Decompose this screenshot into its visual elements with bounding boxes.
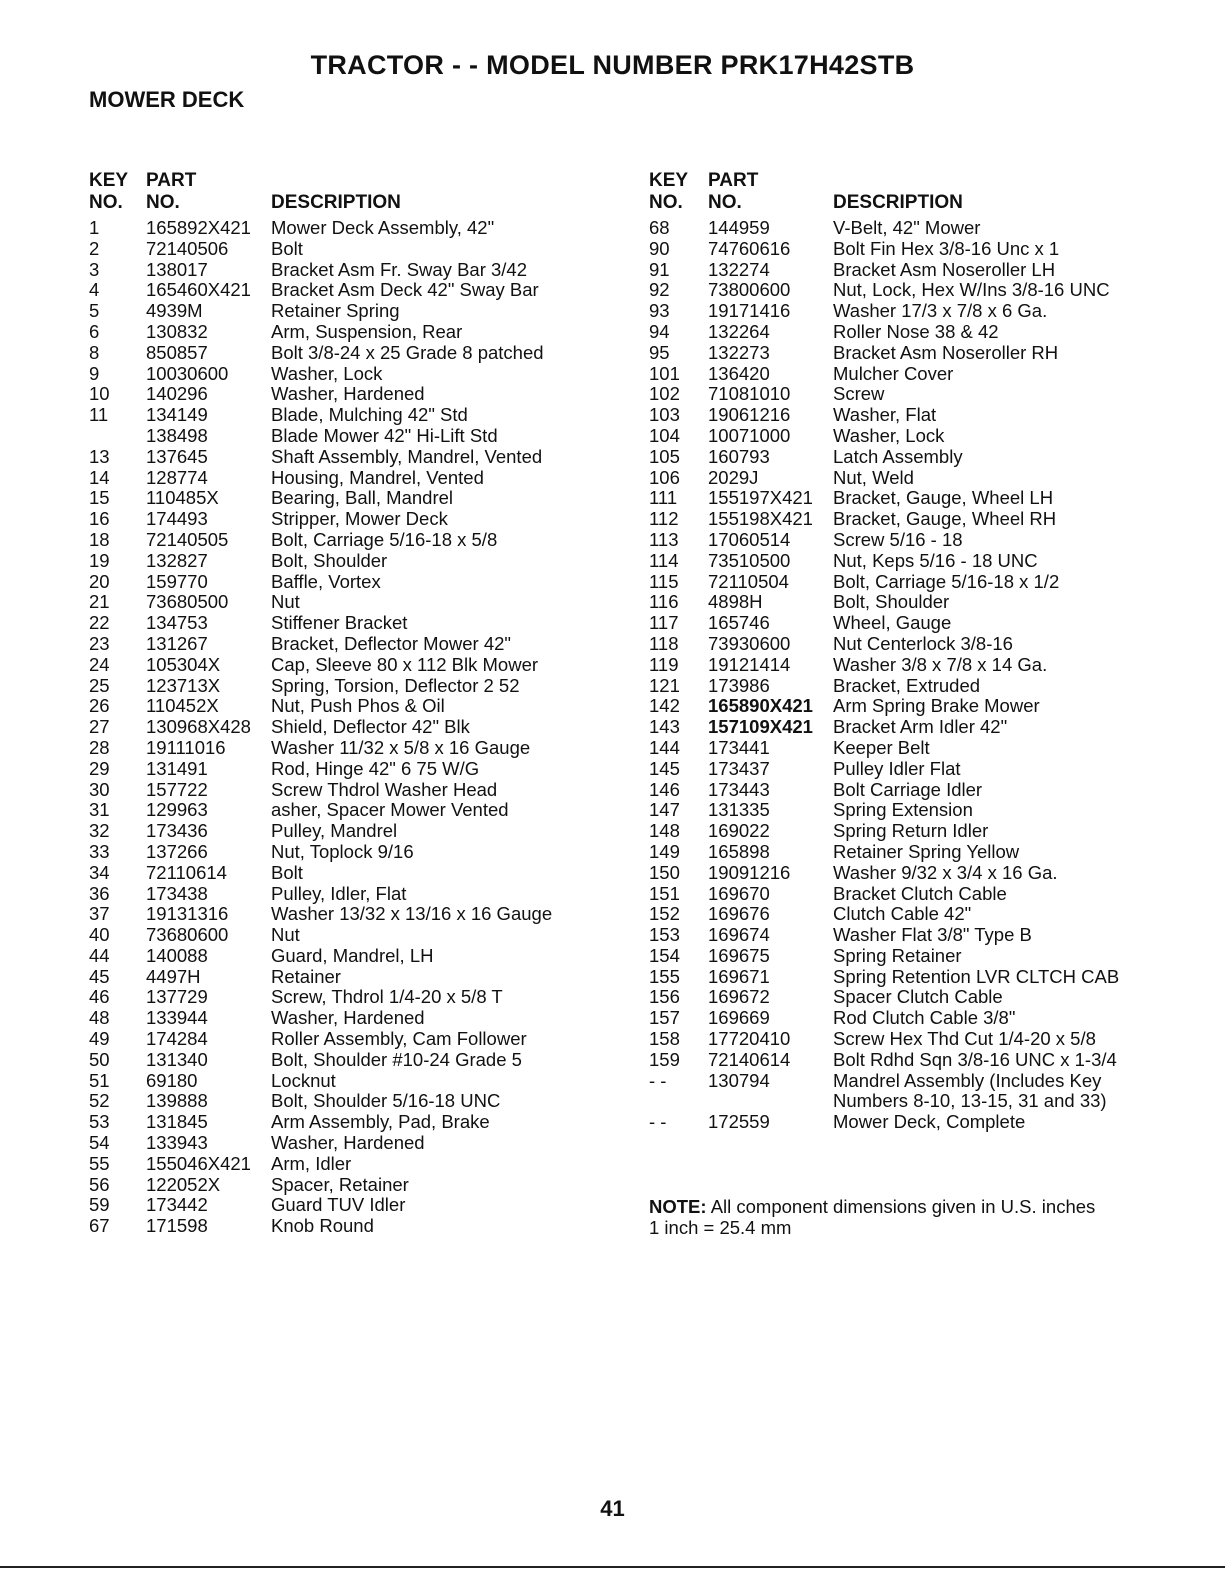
description-cell: Screw 5/16 - 18 xyxy=(833,528,963,550)
part-no-cell: 110485X xyxy=(146,487,219,509)
header-description: DESCRIPTION xyxy=(833,192,963,213)
key-no-cell: 32 xyxy=(89,820,110,842)
description-cell: Pulley, Idler, Flat xyxy=(271,882,407,904)
part-no-cell: 131335 xyxy=(708,799,770,821)
key-no-cell: 55 xyxy=(89,1152,110,1174)
note-line-2: 1 inch = 25.4 mm xyxy=(649,1217,792,1238)
part-no-cell: 144959 xyxy=(708,217,770,238)
part-no-cell: 155046X421 xyxy=(146,1152,251,1174)
description-cell: Bracket Asm Noseroller RH xyxy=(833,341,1059,363)
key-no-cell: 152 xyxy=(649,903,680,925)
description-cell: Washer 17/3 x 7/8 x 6 Ga. xyxy=(833,300,1048,322)
key-no-cell: 93 xyxy=(649,300,670,322)
key-no-cell: 146 xyxy=(649,778,680,800)
description-cell: Washer 9/32 x 3/4 x 16 Ga. xyxy=(833,861,1058,883)
description-cell: Washer, Lock xyxy=(833,424,945,446)
description-cell: Blade Mower 42" Hi-Lift Std xyxy=(271,424,498,446)
description-cell: Washer, Hardened xyxy=(271,1007,425,1029)
description-cell: Arm, Idler xyxy=(271,1152,352,1174)
key-no-cell: 67 xyxy=(89,1215,110,1237)
description-cell: Spring Extension xyxy=(833,799,973,821)
key-no-cell: 56 xyxy=(89,1173,110,1195)
part-no-cell: 171598 xyxy=(146,1215,208,1237)
key-no-cell: 148 xyxy=(649,820,680,842)
key-no-cell: 157 xyxy=(649,1007,680,1029)
part-no-cell: 128774 xyxy=(146,466,208,488)
part-no-cell: 10071000 xyxy=(708,424,791,446)
description-cell: Washer Flat 3/8" Type B xyxy=(833,924,1032,946)
key-no-cell: 112 xyxy=(649,508,679,530)
description-cell: Bolt xyxy=(271,237,303,259)
part-no-cell: 137729 xyxy=(146,986,208,1008)
key-no-cell: 106 xyxy=(649,466,680,488)
key-no-cell: 105 xyxy=(649,445,680,467)
key-no-cell: 50 xyxy=(89,1048,110,1070)
description-cell: Bolt, Shoulder xyxy=(833,591,950,613)
description-cell: Nut, Keps 5/16 - 18 UNC xyxy=(833,549,1038,571)
description-cell: Mower Deck Assembly, 42" xyxy=(271,217,495,238)
description-cell: Guard, Mandrel, LH xyxy=(271,944,434,966)
part-no-cell: 131845 xyxy=(146,1111,208,1133)
description-cell: Screw, Thdrol 1/4-20 x 5/8 T xyxy=(271,986,503,1008)
key-no-cell: 22 xyxy=(89,612,110,634)
part-no-cell: 173986 xyxy=(708,674,770,696)
part-no-cell: 69180 xyxy=(146,1069,198,1091)
key-no-cell: 156 xyxy=(649,986,680,1008)
key-no-cell: 118 xyxy=(649,632,679,654)
key-no-cell: 34 xyxy=(89,861,110,883)
key-no-cell: 150 xyxy=(649,861,680,883)
section-title: MOWER DECK xyxy=(89,87,245,112)
description-cell: Blade, Mulching 42" Std xyxy=(271,404,468,426)
description-cell: Bracket, Deflector Mower 42" xyxy=(271,632,511,654)
key-no-cell: 159 xyxy=(649,1048,680,1070)
description-cell: Nut, Weld xyxy=(833,466,914,488)
part-no-cell: 165898 xyxy=(708,840,770,862)
part-no-cell: 173436 xyxy=(146,820,208,842)
description-cell: Bracket, Gauge, Wheel LH xyxy=(833,487,1054,509)
description-cell: Wheel, Gauge xyxy=(833,612,952,634)
part-no-cell: 159770 xyxy=(146,570,208,592)
description-cell: Numbers 8-10, 13-15, 31 and 33) xyxy=(833,1090,1107,1112)
key-no-cell: 155 xyxy=(649,965,680,987)
key-no-cell: 6 xyxy=(89,320,100,342)
key-no-cell: 27 xyxy=(89,716,110,738)
description-cell: Mower Deck, Complete xyxy=(833,1111,1026,1133)
part-no-cell: 165746 xyxy=(708,612,770,634)
description-cell: Retainer xyxy=(271,965,341,987)
description-cell: Bracket Arm Idler 42" xyxy=(833,716,1008,738)
part-no-cell: 19111016 xyxy=(146,736,226,758)
key-no-cell: 31 xyxy=(89,799,110,821)
description-cell: Bracket Asm Noseroller LH xyxy=(833,258,1056,280)
part-no-cell: 19131316 xyxy=(146,903,229,925)
key-no-cell: 101 xyxy=(649,362,680,384)
page-title: TRACTOR - - MODEL NUMBER PRK17H42STB xyxy=(310,50,915,80)
key-no-cell: 95 xyxy=(649,341,670,363)
description-cell: Shaft Assembly, Mandrel, Vented xyxy=(271,445,543,467)
description-cell: Nut xyxy=(271,591,300,613)
key-no-cell: 45 xyxy=(89,965,110,987)
description-cell: Latch Assembly xyxy=(833,445,963,467)
description-cell: Arm, Suspension, Rear xyxy=(271,320,463,342)
description-cell: Bolt, Shoulder #10-24 Grade 5 xyxy=(271,1048,522,1070)
part-no-cell: 172559 xyxy=(708,1111,770,1133)
key-no-cell: 2 xyxy=(89,237,100,259)
description-cell: Housing, Mandrel, Vented xyxy=(271,466,484,488)
part-no-cell: 74760616 xyxy=(708,237,791,259)
description-cell: Bolt Fin Hex 3/8-16 Unc x 1 xyxy=(833,237,1060,259)
key-no-cell: 37 xyxy=(89,903,110,925)
part-no-cell: 131267 xyxy=(146,632,208,654)
key-no-cell: 15 xyxy=(89,487,110,509)
description-cell: Pulley, Mandrel xyxy=(271,820,398,842)
part-no-cell: 4898H xyxy=(708,591,763,613)
key-no-cell: 25 xyxy=(89,674,110,696)
key-no-cell: 113 xyxy=(649,528,679,550)
key-no-cell: 151 xyxy=(649,882,680,904)
description-cell: Stiffener Bracket xyxy=(271,612,408,634)
part-no-cell: 4497H xyxy=(146,965,201,987)
part-no-cell: 72140506 xyxy=(146,237,229,259)
key-no-cell: 114 xyxy=(649,549,679,571)
part-no-cell: 169672 xyxy=(708,986,770,1008)
description-cell: Bolt Carriage Idler xyxy=(833,778,983,800)
description-cell: Rod Clutch Cable 3/8" xyxy=(833,1007,1016,1029)
description-cell: Bolt, Carriage 5/16-18 x 1/2 xyxy=(833,570,1060,592)
part-no-cell: 132274 xyxy=(708,258,770,280)
key-no-cell: 19 xyxy=(89,549,110,571)
part-no-cell: 139888 xyxy=(146,1090,208,1112)
key-no-cell: 33 xyxy=(89,840,110,862)
part-no-cell: 173442 xyxy=(146,1194,208,1216)
key-no-cell: 90 xyxy=(649,237,670,259)
key-no-cell: 46 xyxy=(89,986,110,1008)
description-cell: Spring, Torsion, Deflector 2 52 xyxy=(271,674,520,696)
description-cell: Bolt, Shoulder xyxy=(271,549,388,571)
key-no-cell: 30 xyxy=(89,778,110,800)
part-no-cell: 850857 xyxy=(146,341,208,363)
key-no-cell: 28 xyxy=(89,736,110,758)
key-no-cell: - - xyxy=(649,1069,667,1091)
description-cell: Screw Thdrol Washer Head xyxy=(271,778,498,800)
description-cell: Knob Round xyxy=(271,1215,374,1237)
key-no-cell: 149 xyxy=(649,840,680,862)
description-cell: Nut, Push Phos & Oil xyxy=(271,695,445,717)
key-no-cell: 54 xyxy=(89,1132,110,1154)
key-no-cell: 116 xyxy=(649,591,679,613)
header-key-no: NO. xyxy=(649,192,683,213)
key-no-cell: 1 xyxy=(89,217,100,238)
key-no-cell: 29 xyxy=(89,757,110,779)
description-cell: Cap, Sleeve 80 x 112 Blk Mower xyxy=(271,653,539,675)
description-cell: Bolt xyxy=(271,861,303,883)
part-no-cell: 131340 xyxy=(146,1048,208,1070)
description-cell: Guard TUV Idler xyxy=(271,1194,406,1216)
part-no-cell: 73930600 xyxy=(708,632,791,654)
part-no-cell: 10030600 xyxy=(146,362,229,384)
part-no-cell: 157109X421 xyxy=(708,716,813,738)
part-no-cell: 72140614 xyxy=(708,1048,791,1070)
part-no-cell: 72110614 xyxy=(146,861,227,883)
part-no-cell: 17720410 xyxy=(708,1028,791,1050)
part-no-cell: 138498 xyxy=(146,424,208,446)
description-cell: Nut xyxy=(271,924,300,946)
part-no-cell: 132273 xyxy=(708,341,770,363)
part-no-cell: 130832 xyxy=(146,320,208,342)
part-no-cell: 129963 xyxy=(146,799,208,821)
part-no-cell: 173437 xyxy=(708,757,770,779)
key-no-cell: 115 xyxy=(649,570,679,592)
part-no-cell: 173443 xyxy=(708,778,770,800)
key-no-cell: 154 xyxy=(649,944,680,966)
description-cell: Bolt Rdhd Sqn 3/8-16 UNC x 1-3/4 xyxy=(833,1048,1117,1070)
key-no-cell: 11 xyxy=(89,404,109,426)
description-cell: Washer 13/32 x 13/16 x 16 Gauge xyxy=(271,903,553,925)
key-no-cell: 144 xyxy=(649,736,680,758)
header-description: DESCRIPTION xyxy=(271,192,401,213)
description-cell: Mandrel Assembly (Includes Key xyxy=(833,1069,1102,1091)
key-no-cell: 16 xyxy=(89,508,110,530)
part-no-cell: 110452X xyxy=(146,695,219,717)
description-cell: Arm Spring Brake Mower xyxy=(833,695,1040,717)
description-cell: Spacer Clutch Cable xyxy=(833,986,1003,1008)
key-no-cell: 52 xyxy=(89,1090,110,1112)
description-cell: Retainer Spring Yellow xyxy=(833,840,1020,862)
part-no-cell: 105304X xyxy=(146,653,221,675)
part-no-cell: 140296 xyxy=(146,383,208,405)
page-number: 41 xyxy=(600,1496,625,1521)
key-no-cell: 103 xyxy=(649,404,680,426)
description-cell: Pulley Idler Flat xyxy=(833,757,961,779)
header-part-no: NO. xyxy=(146,192,180,213)
key-no-cell: 49 xyxy=(89,1028,110,1050)
part-no-cell: 174493 xyxy=(146,508,208,530)
description-cell: Screw Hex Thd Cut 1/4-20 x 5/8 xyxy=(833,1028,1096,1050)
header-key: KEY xyxy=(89,170,129,191)
part-no-cell: 73680600 xyxy=(146,924,229,946)
part-no-cell: 19091216 xyxy=(708,861,791,883)
description-cell: Clutch Cable 42" xyxy=(833,903,972,925)
key-no-cell: 3 xyxy=(89,258,100,280)
description-cell: Locknut xyxy=(271,1069,336,1091)
key-no-cell: 92 xyxy=(649,279,670,301)
description-cell: Bolt, Carriage 5/16-18 x 5/8 xyxy=(271,528,498,550)
description-cell: Bracket Clutch Cable xyxy=(833,882,1007,904)
header-part: PART xyxy=(146,170,197,191)
description-cell: Spring Return Idler xyxy=(833,820,989,842)
key-no-cell: 158 xyxy=(649,1028,680,1050)
description-cell: Washer 3/8 x 7/8 x 14 Ga. xyxy=(833,653,1048,675)
note xyxy=(649,1196,1095,1238)
description-cell: Stripper, Mower Deck xyxy=(271,508,448,530)
bottom-rule xyxy=(0,1566,1225,1568)
key-no-cell: 21 xyxy=(89,591,110,613)
part-no-cell: 138017 xyxy=(146,258,208,280)
part-no-cell: 132827 xyxy=(146,549,208,571)
part-no-cell: 165460X421 xyxy=(146,279,251,301)
key-no-cell: 9 xyxy=(89,362,100,384)
part-no-cell: 169675 xyxy=(708,944,770,966)
key-no-cell: 44 xyxy=(89,944,110,966)
part-no-cell: 134149 xyxy=(146,404,208,426)
part-no-cell: 165890X421 xyxy=(708,695,813,717)
key-no-cell: - - xyxy=(649,1111,667,1133)
key-no-cell: 26 xyxy=(89,695,110,717)
part-no-cell: 19061216 xyxy=(708,404,791,426)
part-no-cell: 169671 xyxy=(708,965,770,987)
description-cell: Bracket, Extruded xyxy=(833,674,981,696)
description-cell: Screw xyxy=(833,383,885,405)
part-no-cell: 169669 xyxy=(708,1007,770,1029)
description-cell: Bolt 3/8-24 x 25 Grade 8 patched xyxy=(271,341,544,363)
key-no-cell: 102 xyxy=(649,383,680,405)
key-no-cell: 145 xyxy=(649,757,680,779)
key-no-cell: 24 xyxy=(89,653,110,675)
part-no-cell: 169674 xyxy=(708,924,770,946)
description-cell: Baffle, Vortex xyxy=(271,570,381,592)
part-no-cell: 133943 xyxy=(146,1132,208,1154)
key-no-cell: 18 xyxy=(89,528,110,550)
key-no-cell: 68 xyxy=(649,217,670,238)
description-cell: Shield, Deflector 42" Blk xyxy=(271,716,470,738)
key-no-cell: 121 xyxy=(649,674,680,696)
description-cell: V-Belt, 42" Mower xyxy=(833,217,981,238)
header-key: KEY xyxy=(649,170,689,191)
description-cell: Nut, Lock, Hex W/Ins 3/8-16 UNC xyxy=(833,279,1110,301)
part-no-cell: 155197X421 xyxy=(708,487,813,509)
part-no-cell: 137266 xyxy=(146,840,208,862)
key-no-cell: 8 xyxy=(89,341,100,363)
part-no-cell: 122052X xyxy=(146,1173,221,1195)
key-no-cell: 48 xyxy=(89,1007,110,1029)
key-no-cell: 119 xyxy=(649,653,679,675)
header-key-no: NO. xyxy=(89,192,123,213)
key-no-cell: 23 xyxy=(89,632,110,654)
key-no-cell: 111 xyxy=(649,487,678,509)
key-no-cell: 10 xyxy=(89,383,110,405)
description-cell: Bearing, Ball, Mandrel xyxy=(271,487,454,509)
part-no-cell: 155198X421 xyxy=(708,508,813,530)
key-no-cell: 147 xyxy=(649,799,680,821)
key-no-cell: 40 xyxy=(89,924,110,946)
part-no-cell: 19121414 xyxy=(708,653,791,675)
description-cell: Spring Retention LVR CLTCH CAB xyxy=(833,965,1120,987)
description-cell: Washer 11/32 x 5/8 x 16 Gauge xyxy=(271,736,531,758)
description-cell: asher, Spacer Mower Vented xyxy=(271,799,509,821)
header-part-no: NO. xyxy=(708,192,742,213)
key-no-cell: 117 xyxy=(649,612,679,634)
part-no-cell: 174284 xyxy=(146,1028,208,1050)
key-no-cell: 51 xyxy=(89,1069,110,1091)
description-cell: Retainer Spring xyxy=(271,300,400,322)
description-cell: Roller Assembly, Cam Follower xyxy=(271,1028,527,1050)
key-no-cell: 104 xyxy=(649,424,680,446)
part-no-cell: 165892X421 xyxy=(146,217,251,238)
part-no-cell: 130794 xyxy=(708,1069,770,1091)
part-no-cell: 73510500 xyxy=(708,549,791,571)
description-cell: Bracket Asm Fr. Sway Bar 3/42 xyxy=(271,258,528,280)
key-no-cell: 5 xyxy=(89,300,100,322)
header-part: PART xyxy=(708,170,759,191)
part-no-cell: 169676 xyxy=(708,903,770,925)
description-cell: Mulcher Cover xyxy=(833,362,954,384)
key-no-cell: 94 xyxy=(649,320,670,342)
part-no-cell: 72140505 xyxy=(146,528,229,550)
part-no-cell: 17060514 xyxy=(708,528,791,550)
description-cell: Spacer, Retainer xyxy=(271,1173,409,1195)
description-cell: Rod, Hinge 42" 6 75 W/G xyxy=(271,757,480,779)
part-no-cell: 136420 xyxy=(708,362,770,384)
description-cell: Bolt, Shoulder 5/16-18 UNC xyxy=(271,1090,501,1112)
part-no-cell: 140088 xyxy=(146,944,208,966)
part-no-cell: 123713X xyxy=(146,674,221,696)
part-no-cell: 19171416 xyxy=(708,300,791,322)
description-cell: Keeper Belt xyxy=(833,736,930,758)
key-no-cell: 4 xyxy=(89,279,100,301)
key-no-cell: 20 xyxy=(89,570,110,592)
part-no-cell: 169670 xyxy=(708,882,770,904)
part-no-cell: 157722 xyxy=(146,778,208,800)
key-no-cell: 53 xyxy=(89,1111,110,1133)
description-cell: Washer, Lock xyxy=(271,362,383,384)
key-no-cell: 91 xyxy=(649,258,670,280)
part-no-cell: 137645 xyxy=(146,445,208,467)
part-no-cell: 169022 xyxy=(708,820,770,842)
part-no-cell: 71081010 xyxy=(708,383,791,405)
part-no-cell: 73680500 xyxy=(146,591,229,613)
key-no-cell: 153 xyxy=(649,924,680,946)
description-cell: Spring Retainer xyxy=(833,944,962,966)
key-no-cell: 59 xyxy=(89,1194,110,1216)
part-no-cell: 73800600 xyxy=(708,279,791,301)
part-no-cell: 133944 xyxy=(146,1007,208,1029)
part-no-cell: 72110504 xyxy=(708,570,789,592)
description-cell: Roller Nose 38 & 42 xyxy=(833,320,999,342)
description-cell: Bracket, Gauge, Wheel RH xyxy=(833,508,1057,530)
key-no-cell: 13 xyxy=(89,445,110,467)
part-no-cell: 2029J xyxy=(708,466,759,488)
key-no-cell: 14 xyxy=(89,466,110,488)
part-no-cell: 173438 xyxy=(146,882,208,904)
part-no-cell: 130968X428 xyxy=(146,716,251,738)
description-cell: Washer, Hardened xyxy=(271,383,425,405)
description-cell: Bracket Asm Deck 42" Sway Bar xyxy=(271,279,539,301)
part-no-cell: 160793 xyxy=(708,445,770,467)
description-cell: Washer, Hardened xyxy=(271,1132,425,1154)
part-no-cell: 173441 xyxy=(708,736,770,758)
key-no-cell: 143 xyxy=(649,716,680,738)
note-label: NOTE: xyxy=(649,1196,707,1217)
description-cell: Arm Assembly, Pad, Brake xyxy=(271,1111,490,1133)
part-no-cell: 134753 xyxy=(146,612,208,634)
key-no-cell: 142 xyxy=(649,695,680,717)
part-no-cell: 131491 xyxy=(146,757,208,779)
part-no-cell: 4939M xyxy=(146,300,203,322)
description-cell: Nut, Toplock 9/16 xyxy=(271,840,414,862)
note-line-1: All component dimensions given in U.S. inches xyxy=(710,1196,1096,1217)
description-cell: Washer, Flat xyxy=(833,404,937,426)
key-no-cell: 36 xyxy=(89,882,110,904)
part-no-cell: 132264 xyxy=(708,320,770,342)
description-cell: Nut Centerlock 3/8-16 xyxy=(833,632,1013,654)
